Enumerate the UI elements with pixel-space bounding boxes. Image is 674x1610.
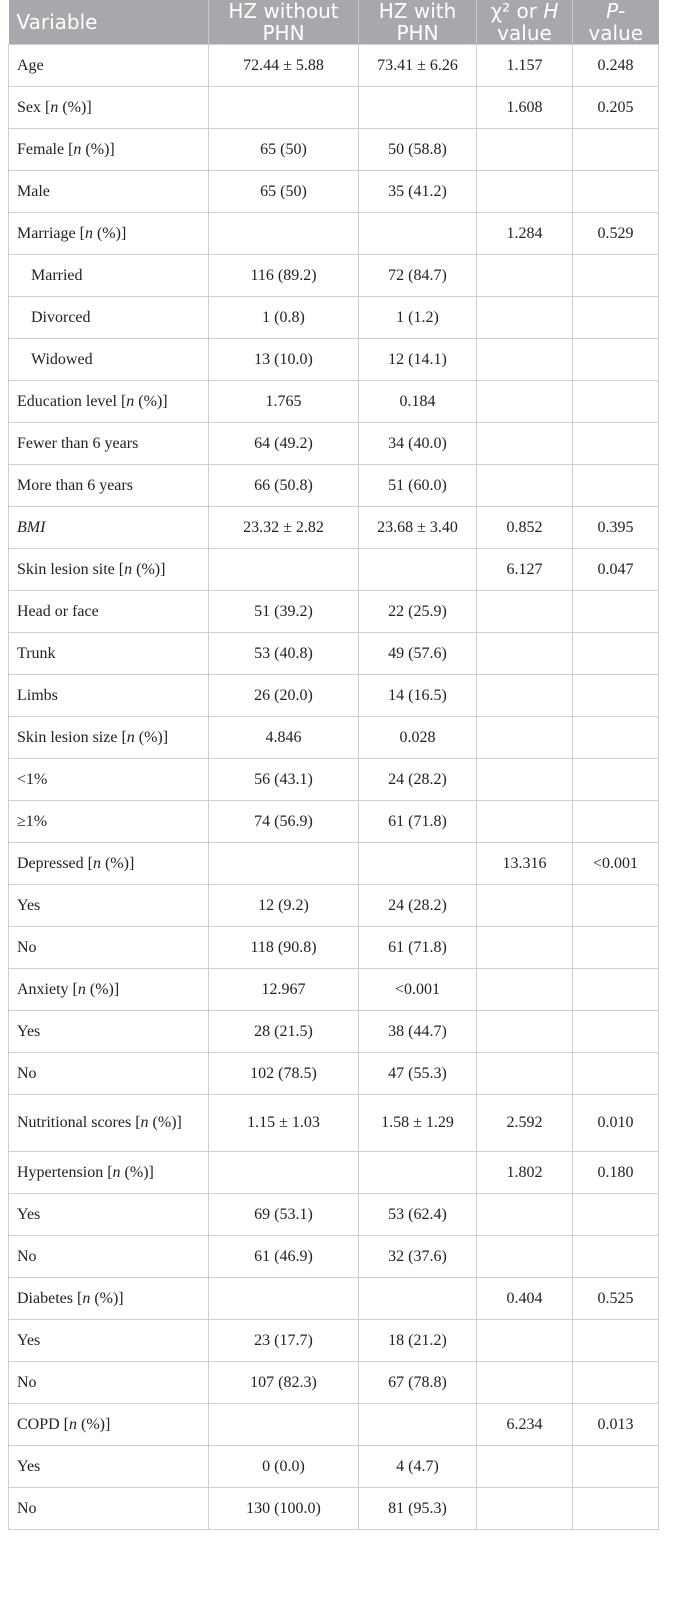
p-value-cell bbox=[573, 1011, 659, 1053]
without-phn-cell: 107 (82.3) bbox=[209, 1362, 359, 1404]
statistic-cell bbox=[477, 339, 573, 381]
with-phn-cell: 61 (71.8) bbox=[359, 927, 477, 969]
table-row bbox=[9, 969, 659, 1011]
without-phn-cell: 64 (49.2) bbox=[209, 423, 359, 465]
statistic-cell: 1.157 bbox=[477, 45, 573, 87]
row-label-cell: No bbox=[9, 1488, 209, 1530]
with-phn-cell: 0.028 bbox=[359, 717, 477, 759]
table-row bbox=[9, 507, 659, 549]
results-table bbox=[8, 0, 659, 1530]
without-phn-cell: 65 (50) bbox=[209, 129, 359, 171]
statistic-cell: 6.127 bbox=[477, 549, 573, 591]
table-row bbox=[9, 1152, 659, 1194]
p-value-cell bbox=[573, 1446, 659, 1488]
table-row bbox=[9, 1362, 659, 1404]
without-phn-cell: 66 (50.8) bbox=[209, 465, 359, 507]
table-row bbox=[9, 549, 659, 591]
statistic-cell bbox=[477, 1194, 573, 1236]
p-value-cell: 0.248 bbox=[573, 45, 659, 87]
without-phn-cell bbox=[209, 1278, 359, 1320]
header-statistic-suffix: value bbox=[497, 21, 552, 45]
table-row bbox=[9, 1320, 659, 1362]
without-phn-cell: 13 (10.0) bbox=[209, 339, 359, 381]
p-value-cell bbox=[573, 129, 659, 171]
header-p-value bbox=[573, 0, 659, 45]
p-value-cell bbox=[573, 423, 659, 465]
p-value-cell: 0.013 bbox=[573, 1404, 659, 1446]
table-row bbox=[9, 297, 659, 339]
table-row bbox=[9, 465, 659, 507]
row-label-cell: Fewer than 6 years bbox=[9, 423, 209, 465]
without-phn-cell bbox=[209, 1152, 359, 1194]
table-row bbox=[9, 87, 659, 129]
row-label-cell: Yes bbox=[9, 1446, 209, 1488]
statistic-cell bbox=[477, 1236, 573, 1278]
results-table-container bbox=[8, 0, 658, 1530]
with-phn-cell: 18 (21.2) bbox=[359, 1320, 477, 1362]
without-phn-cell: 69 (53.1) bbox=[209, 1194, 359, 1236]
table-row bbox=[9, 171, 659, 213]
without-phn-cell: 61 (46.9) bbox=[209, 1236, 359, 1278]
with-phn-cell: 81 (95.3) bbox=[359, 1488, 477, 1530]
statistic-cell bbox=[477, 633, 573, 675]
with-phn-cell: 4 (4.7) bbox=[359, 1446, 477, 1488]
without-phn-cell: 130 (100.0) bbox=[209, 1488, 359, 1530]
header-statistic bbox=[477, 0, 573, 45]
with-phn-cell: 24 (28.2) bbox=[359, 759, 477, 801]
table-row bbox=[9, 213, 659, 255]
row-label-cell: <1% bbox=[9, 759, 209, 801]
without-phn-cell: 12.967 bbox=[209, 969, 359, 1011]
row-label-cell: More than 6 years bbox=[9, 465, 209, 507]
table-row bbox=[9, 255, 659, 297]
statistic-cell bbox=[477, 717, 573, 759]
statistic-cell: 6.234 bbox=[477, 1404, 573, 1446]
row-label-cell: Depressed [n (%)] bbox=[9, 843, 209, 885]
with-phn-cell: 0.184 bbox=[359, 381, 477, 423]
p-value-cell bbox=[573, 759, 659, 801]
statistic-cell bbox=[477, 759, 573, 801]
header-statistic-prefix: χ² or bbox=[490, 0, 544, 23]
with-phn-cell: 50 (58.8) bbox=[359, 129, 477, 171]
table-row bbox=[9, 885, 659, 927]
table-row bbox=[9, 1404, 659, 1446]
without-phn-cell: 118 (90.8) bbox=[209, 927, 359, 969]
row-label-cell: Anxiety [n (%)] bbox=[9, 969, 209, 1011]
statistic-cell bbox=[477, 255, 573, 297]
p-value-cell bbox=[573, 927, 659, 969]
p-value-cell bbox=[573, 339, 659, 381]
p-value-cell bbox=[573, 885, 659, 927]
table-row bbox=[9, 633, 659, 675]
p-value-cell bbox=[573, 297, 659, 339]
statistic-cell bbox=[477, 927, 573, 969]
statistic-cell bbox=[477, 969, 573, 1011]
with-phn-cell: 14 (16.5) bbox=[359, 675, 477, 717]
without-phn-cell: 116 (89.2) bbox=[209, 255, 359, 297]
row-label-cell: No bbox=[9, 1236, 209, 1278]
with-phn-cell: 24 (28.2) bbox=[359, 885, 477, 927]
table-header bbox=[9, 0, 659, 45]
p-value-cell: 0.395 bbox=[573, 507, 659, 549]
with-phn-cell: 73.41 ± 6.26 bbox=[359, 45, 477, 87]
with-phn-cell: 22 (25.9) bbox=[359, 591, 477, 633]
p-value-cell: 0.010 bbox=[573, 1095, 659, 1152]
header-statistic-h: H bbox=[543, 0, 559, 23]
table-row bbox=[9, 843, 659, 885]
row-label-cell: Yes bbox=[9, 1194, 209, 1236]
table-row bbox=[9, 675, 659, 717]
without-phn-cell: 74 (56.9) bbox=[209, 801, 359, 843]
row-label-cell: COPD [n (%)] bbox=[9, 1404, 209, 1446]
with-phn-cell: 53 (62.4) bbox=[359, 1194, 477, 1236]
row-label-cell: Skin lesion size [n (%)] bbox=[9, 717, 209, 759]
without-phn-cell: 1.15 ± 1.03 bbox=[209, 1095, 359, 1152]
row-label-cell: Education level [n (%)] bbox=[9, 381, 209, 423]
table-row bbox=[9, 1446, 659, 1488]
with-phn-cell: 51 (60.0) bbox=[359, 465, 477, 507]
p-value-cell bbox=[573, 591, 659, 633]
with-phn-cell: 32 (37.6) bbox=[359, 1236, 477, 1278]
statistic-cell bbox=[477, 1320, 573, 1362]
table-row bbox=[9, 381, 659, 423]
table-row bbox=[9, 129, 659, 171]
p-value-cell bbox=[573, 969, 659, 1011]
p-value-cell: <0.001 bbox=[573, 843, 659, 885]
with-phn-cell: 12 (14.1) bbox=[359, 339, 477, 381]
row-label-cell: Head or face bbox=[9, 591, 209, 633]
row-label-cell: Diabetes [n (%)] bbox=[9, 1278, 209, 1320]
statistic-cell: 13.316 bbox=[477, 843, 573, 885]
p-value-cell bbox=[573, 255, 659, 297]
without-phn-cell: 4.846 bbox=[209, 717, 359, 759]
row-label-cell: Sex [n (%)] bbox=[9, 87, 209, 129]
row-label-cell: Divorced bbox=[9, 297, 209, 339]
p-value-cell bbox=[573, 1488, 659, 1530]
row-label-cell: Yes bbox=[9, 1011, 209, 1053]
p-value-cell bbox=[573, 675, 659, 717]
with-phn-cell: 61 (71.8) bbox=[359, 801, 477, 843]
p-value-cell bbox=[573, 801, 659, 843]
statistic-cell: 0.404 bbox=[477, 1278, 573, 1320]
table-body bbox=[9, 45, 659, 1530]
with-phn-cell: 35 (41.2) bbox=[359, 171, 477, 213]
statistic-cell bbox=[477, 1446, 573, 1488]
p-value-cell: 0.205 bbox=[573, 87, 659, 129]
with-phn-cell bbox=[359, 1278, 477, 1320]
row-label-cell: BMI bbox=[9, 507, 209, 549]
statistic-cell bbox=[477, 801, 573, 843]
statistic-cell: 1.802 bbox=[477, 1152, 573, 1194]
row-label-cell: Age bbox=[9, 45, 209, 87]
row-label-cell: Female [n (%)] bbox=[9, 129, 209, 171]
without-phn-cell: 72.44 ± 5.88 bbox=[209, 45, 359, 87]
row-label-cell: Nutritional scores [n (%)] bbox=[9, 1095, 209, 1152]
with-phn-cell: 47 (55.3) bbox=[359, 1053, 477, 1095]
p-value-cell: 0.525 bbox=[573, 1278, 659, 1320]
statistic-cell bbox=[477, 129, 573, 171]
without-phn-cell: 51 (39.2) bbox=[209, 591, 359, 633]
table-row bbox=[9, 423, 659, 465]
table-row bbox=[9, 45, 659, 87]
statistic-cell bbox=[477, 1488, 573, 1530]
table-row bbox=[9, 1236, 659, 1278]
statistic-cell: 0.852 bbox=[477, 507, 573, 549]
header-row bbox=[9, 0, 659, 45]
p-value-cell bbox=[573, 1194, 659, 1236]
row-label-cell: No bbox=[9, 927, 209, 969]
table-row bbox=[9, 1011, 659, 1053]
without-phn-cell: 1.765 bbox=[209, 381, 359, 423]
without-phn-cell bbox=[209, 213, 359, 255]
statistic-cell bbox=[477, 591, 573, 633]
table-row bbox=[9, 1278, 659, 1320]
statistic-cell bbox=[477, 885, 573, 927]
p-value-cell: 0.529 bbox=[573, 213, 659, 255]
statistic-cell: 1.284 bbox=[477, 213, 573, 255]
without-phn-cell: 23 (17.7) bbox=[209, 1320, 359, 1362]
header-without-phn: HZ without PHN bbox=[209, 0, 359, 45]
statistic-cell bbox=[477, 297, 573, 339]
p-value-cell bbox=[573, 381, 659, 423]
p-value-cell bbox=[573, 1236, 659, 1278]
table-row bbox=[9, 1194, 659, 1236]
statistic-cell bbox=[477, 675, 573, 717]
with-phn-cell: <0.001 bbox=[359, 969, 477, 1011]
without-phn-cell: 56 (43.1) bbox=[209, 759, 359, 801]
row-label-cell: Widowed bbox=[9, 339, 209, 381]
p-value-cell bbox=[573, 1320, 659, 1362]
row-label-cell: Yes bbox=[9, 1320, 209, 1362]
row-label-cell: Married bbox=[9, 255, 209, 297]
statistic-cell: 2.592 bbox=[477, 1095, 573, 1152]
table-row bbox=[9, 591, 659, 633]
with-phn-cell: 1.58 ± 1.29 bbox=[359, 1095, 477, 1152]
without-phn-cell: 102 (78.5) bbox=[209, 1053, 359, 1095]
row-label-cell: Yes bbox=[9, 885, 209, 927]
statistic-cell bbox=[477, 381, 573, 423]
with-phn-cell bbox=[359, 843, 477, 885]
p-value-cell bbox=[573, 1362, 659, 1404]
header-p-letter: P bbox=[606, 0, 619, 23]
statistic-cell bbox=[477, 1362, 573, 1404]
with-phn-cell: 67 (78.8) bbox=[359, 1362, 477, 1404]
row-label-cell: Male bbox=[9, 171, 209, 213]
with-phn-cell: 38 (44.7) bbox=[359, 1011, 477, 1053]
with-phn-cell bbox=[359, 87, 477, 129]
table-row bbox=[9, 717, 659, 759]
header-p-suffix: -value bbox=[588, 0, 644, 45]
p-value-cell bbox=[573, 717, 659, 759]
without-phn-cell bbox=[209, 1404, 359, 1446]
statistic-cell bbox=[477, 1053, 573, 1095]
p-value-cell: 0.180 bbox=[573, 1152, 659, 1194]
table-row bbox=[9, 759, 659, 801]
table-row bbox=[9, 1053, 659, 1095]
row-label-cell: Hypertension [n (%)] bbox=[9, 1152, 209, 1194]
table-row bbox=[9, 801, 659, 843]
without-phn-cell: 1 (0.8) bbox=[209, 297, 359, 339]
statistic-cell bbox=[477, 465, 573, 507]
table-row bbox=[9, 1095, 659, 1152]
with-phn-cell bbox=[359, 1152, 477, 1194]
without-phn-cell: 26 (20.0) bbox=[209, 675, 359, 717]
statistic-cell bbox=[477, 423, 573, 465]
with-phn-cell: 49 (57.6) bbox=[359, 633, 477, 675]
header-with-phn: HZ with PHN bbox=[359, 0, 477, 45]
without-phn-cell: 12 (9.2) bbox=[209, 885, 359, 927]
without-phn-cell: 28 (21.5) bbox=[209, 1011, 359, 1053]
row-label-cell: Limbs bbox=[9, 675, 209, 717]
row-label-cell: Trunk bbox=[9, 633, 209, 675]
table-row bbox=[9, 339, 659, 381]
without-phn-cell bbox=[209, 843, 359, 885]
with-phn-cell: 34 (40.0) bbox=[359, 423, 477, 465]
without-phn-cell: 65 (50) bbox=[209, 171, 359, 213]
row-label-cell: Marriage [n (%)] bbox=[9, 213, 209, 255]
row-label-cell: Skin lesion site [n (%)] bbox=[9, 549, 209, 591]
with-phn-cell: 72 (84.7) bbox=[359, 255, 477, 297]
p-value-cell bbox=[573, 1053, 659, 1095]
without-phn-cell bbox=[209, 549, 359, 591]
statistic-cell bbox=[477, 171, 573, 213]
without-phn-cell bbox=[209, 87, 359, 129]
table-row bbox=[9, 927, 659, 969]
row-label-cell: ≥1% bbox=[9, 801, 209, 843]
with-phn-cell bbox=[359, 1404, 477, 1446]
with-phn-cell bbox=[359, 549, 477, 591]
p-value-cell: 0.047 bbox=[573, 549, 659, 591]
with-phn-cell bbox=[359, 213, 477, 255]
statistic-cell: 1.608 bbox=[477, 87, 573, 129]
statistic-cell bbox=[477, 1011, 573, 1053]
row-label-cell: No bbox=[9, 1362, 209, 1404]
with-phn-cell: 23.68 ± 3.40 bbox=[359, 507, 477, 549]
without-phn-cell: 0 (0.0) bbox=[209, 1446, 359, 1488]
with-phn-cell: 1 (1.2) bbox=[359, 297, 477, 339]
p-value-cell bbox=[573, 633, 659, 675]
row-label-cell: No bbox=[9, 1053, 209, 1095]
p-value-cell bbox=[573, 171, 659, 213]
without-phn-cell: 23.32 ± 2.82 bbox=[209, 507, 359, 549]
p-value-cell bbox=[573, 465, 659, 507]
header-variable: Variable bbox=[9, 0, 209, 45]
without-phn-cell: 53 (40.8) bbox=[209, 633, 359, 675]
table-row bbox=[9, 1488, 659, 1530]
